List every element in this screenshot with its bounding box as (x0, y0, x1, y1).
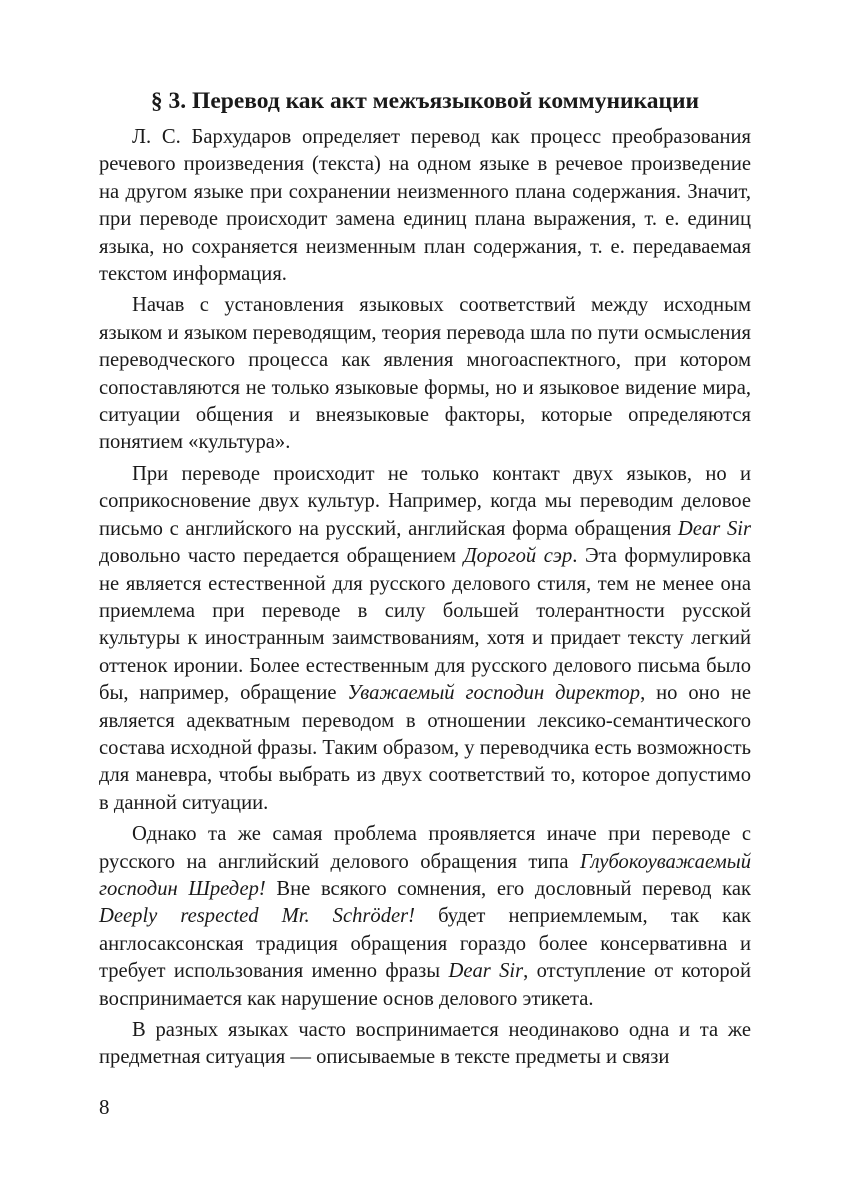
paragraph-5: В разных языках часто воспринимается неодинаково одна и та же предметная ситуация — описываемые в тексте предметы и связи (99, 1019, 751, 1069)
paragraph-4-text-2: Вне всякого сомнения, его дословный перевод как (265, 877, 751, 900)
italic-dear-sir: Dear Sir (677, 517, 751, 540)
paragraph-4-text-3: будет неприемлемым, так как англосаксонская традиция обращения гораздо более консервативна и требует использования именно фразы (99, 905, 751, 983)
paragraph-1: Л. С. Бархударов определяет перевод как процесс преобразования речевого произведения (текста) на одном языке в речевое произведение на другом языке при сохранении неизменного плана содержания. Значит, при переводе происходит замена единиц плана выражения, т. е. единиц языка, но сохраняется неизменным план содержания, т. е. передаваемая текстом информация. (99, 126, 751, 286)
page-number: 8 (99, 1095, 110, 1119)
paragraph-3 (99, 461, 751, 817)
paragraph-3-text-3: . Эта формулировка не является естественной для русского делового стиля, тем не менее она приемлема при переводе в силу большей толерантности русской культуры к иностранным заимствованиям, хотя и придает тексту легкий оттенок иронии. Более естественным для русского делового письма было бы, например, обращение (99, 545, 751, 705)
paragraph-2: Начав с установления языковых соответствий между исходным языком и языком переводящим, теория перевода шла по пути осмысления переводческого процесса как явления многоаспектного, при котором сопоставляются не только языковые формы, но и языковое видение мира, ситуации общения и внеязыковые факторы, которые определяются понятием «культура». (99, 294, 751, 454)
italic-uvazhaemy-director: Уважаемый господин директор (347, 682, 641, 705)
paragraph-4-text-4: , отступление от которой воспринимается как нарушение основ делового этикета. (99, 960, 751, 1010)
italic-glubokouvazhaemy: Глубокоуважаемый господин Шредер! (99, 850, 751, 900)
paragraph-3-text-1: При переводе происходит не только контакт двух языков, но и соприкосновение двух культур. Например, когда мы переводим деловое письмо с английского на русский, английская форма обращения (99, 462, 751, 540)
section-heading: § 3. Перевод как акт межъязыковой коммуникации (150, 88, 700, 114)
paragraph-4 (99, 821, 751, 1013)
paragraph-3-text-4: , но оно не является адекватным переводом в отношении лексико-семантического состава исходной фразы. Таким образом, у переводчика есть возможность для маневра, чтобы выбрать из двух соответствий то, которое допустимо в данной ситуации. (99, 682, 752, 814)
document-page (99, 76, 751, 1076)
paragraph-4-text-1: Однако та же самая проблема проявляется иначе при переводе с русского на английский делового обращения типа (99, 823, 751, 873)
italic-deeply-respected: Deeply respected Mr. Schröder! (99, 905, 416, 928)
paragraph-3-text-2: довольно часто передается обращением (99, 545, 464, 568)
italic-dorogoy-ser: Дорогой сэр (463, 545, 573, 568)
italic-dear-sir-2: Dear Sir (448, 960, 524, 983)
